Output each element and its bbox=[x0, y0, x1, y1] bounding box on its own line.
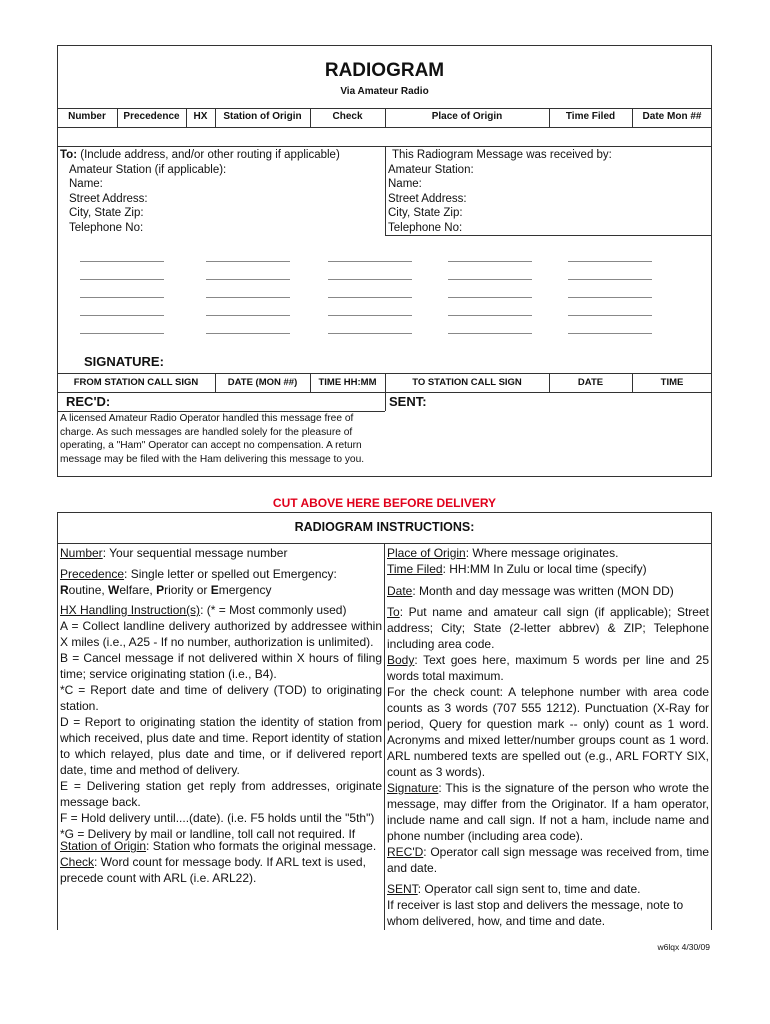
signature-label: SIGNATURE: bbox=[84, 354, 164, 369]
hx-g: *G = Delivery by mail or landline, toll call not required. If bbox=[60, 827, 356, 841]
col-place-of-origin: Place of Origin bbox=[431, 111, 503, 122]
col-time-filed: Time Filed bbox=[565, 111, 616, 122]
hx-c: *C = Report date and time of delivery (TOD) to originating station. bbox=[60, 683, 382, 713]
col-sent-date: DATE bbox=[577, 377, 604, 388]
hx-d: D = Report to originating station the identity of station from which received, plus date and time. Report identity of station to which relayed, plus date and time, or if delivered report date, time and method of delivery. bbox=[60, 715, 382, 777]
footer-note: w6lqx 4/30/09 bbox=[657, 942, 710, 952]
col-to-station: TO STATION CALL SIGN bbox=[412, 377, 522, 388]
received-block bbox=[388, 148, 708, 235]
col-recd-time: TIME HH:MM bbox=[318, 377, 377, 388]
received-line-city: City, State Zip: bbox=[388, 207, 463, 219]
hx-label: HX Handling Instruction(s) bbox=[60, 603, 201, 617]
recd-label: REC'D: bbox=[66, 394, 111, 409]
cut-line: CUT ABOVE HERE BEFORE DELIVERY bbox=[272, 496, 497, 510]
col-number: Number bbox=[68, 111, 106, 122]
check-label: Check bbox=[60, 855, 95, 869]
received-line-phone: Telephone No: bbox=[388, 221, 463, 234]
col-precedence: Precedence bbox=[123, 111, 180, 122]
disclaimer: A licensed Amateur Radio Operator handled this message free of charge. As such messages are handled solely for the pleasure of operating, a "Ham" Operator can accept no compensation. A return message may be filed with the Ham delivering this message to you. bbox=[60, 413, 365, 465]
date-label: Date bbox=[387, 584, 413, 598]
col-hx: HX bbox=[193, 111, 208, 122]
to-line-city: City, State Zip: bbox=[69, 207, 144, 219]
sent-extra: If receiver is last stop and delivers the message, note to whom delivered, how, and time and date. bbox=[387, 898, 684, 928]
to-block bbox=[60, 148, 382, 235]
received-heading: This Radiogram Message was received by: bbox=[392, 149, 612, 161]
to-line-station: Amateur Station (if applicable): bbox=[69, 163, 227, 176]
hx-a: A = Collect landline delivery authorized by addressee within X miles (i.e., A25 - If no number, authorization is unlimited). bbox=[60, 619, 382, 649]
hx-f: F = Hold delivery until....(date). (i.e. F5 holds until the "5th") bbox=[60, 811, 375, 825]
received-line-street: Street Address: bbox=[388, 192, 467, 205]
station-label: Station of Origin bbox=[60, 839, 147, 853]
precedence-label: Precedence bbox=[60, 567, 125, 581]
col-check: Check bbox=[332, 111, 363, 122]
body-label: Body bbox=[387, 653, 415, 667]
number-label: Number bbox=[60, 546, 103, 560]
col-date: Date Mon ## bbox=[642, 111, 702, 122]
sent-label: SENT: bbox=[389, 394, 427, 409]
recd-instr-label: REC'D bbox=[387, 845, 424, 859]
form-title: RADIOGRAM bbox=[324, 60, 445, 81]
to-heading: (Include address, and/or other routing if applicable) bbox=[80, 149, 340, 161]
instructions-right: Place of Origin: Where message originates. Time Filed: HH:MM In Zulu or local time (specify) Date: Month and day message was written (MON DD) To: Put name and amateur call sign (if applicable); Street address; City; State (2-letter abbrev) & ZIP; Telephone including area code. Body: Text goes here, maximum 5 words per line and 25 words total maximum. For the check count: A telephone number with area code counts as 3 words (707 555 1212). Punctuation (X-Ray for period, Query for question mark -- only) count as 1 word. Acronyms and mixed letter/number groups count as 1 word. ARL numbered texts are spelled out (e.g., ARL FORTY SIX, count as 3 words). Signature: This is the signature of the person who wrote the message, may differ from the Originator. If a ham operator, include name and call sign. If not a ham, include name and phone number (including area code). REC'D: Operator call sign message was received from, time and date. SENT: Operator call sign sent to, time and date. If receiver is last stop and delivers the message, note to whom delivered, how, and time and date. bbox=[387, 546, 709, 928]
signature-instr-label: Signature bbox=[387, 781, 439, 795]
to-line-name: Name: bbox=[69, 178, 103, 190]
hx-e: E = Delivering station get reply from addresses, originate message back. bbox=[60, 779, 382, 809]
to-label: To: bbox=[60, 149, 78, 161]
col-from-station: FROM STATION CALL SIGN bbox=[73, 377, 199, 388]
to-line-street: Street Address: bbox=[69, 192, 148, 205]
col-recd-date: DATE (MON ##) bbox=[227, 377, 298, 388]
instructions-left: Number: Your sequential message number Precedence: Single letter or spelled out Emergency: Routine, Welfare, Priority or Emergency HX Handling Instruction(s): (* = Most commonly used) A = Collect landline delivery authorized by addressee within X miles (i.e., A25 - If no number, authorization is unlimited). B = Cancel message if not delivered within X hours of filing time; service originating station (i.e., B4). *C = Report date and time of delivery (TOD) to originating station. D = Report to originating station the identity of station from which received, plus date and time. Report identity of station to which relayed, plus date and time, or if delivered report date, time and method of delivery. E = Delivering station get reply from addresses, originate message back. F = Hold delivery until....(date). (i.e. F5 holds until the "5th") *G = Delivery by mail or landline, toll call not required. If Station of Origin: Station who formats the original message. Check: Word count for message body. If ARL text is used, precede count with ARL (i.e. ARL22). bbox=[60, 546, 382, 885]
instructions-title: RADIOGRAM INSTRUCTIONS: bbox=[294, 520, 475, 534]
received-line-station: Amateur Station: bbox=[388, 163, 474, 176]
time-label: Time Filed bbox=[387, 562, 443, 576]
place-label: Place of Origin bbox=[387, 546, 466, 560]
sent-instr-label: SENT bbox=[387, 882, 418, 896]
to-line-phone: Telephone No: bbox=[69, 221, 144, 234]
form-subtitle: Via Amateur Radio bbox=[340, 86, 429, 97]
col-station-of-origin: Station of Origin bbox=[223, 111, 302, 122]
hx-b: B = Cancel message if not delivered within X hours of filing time; service originating station (i.e., B4). bbox=[60, 651, 382, 681]
received-line-name: Name: bbox=[388, 178, 422, 190]
to-instr-label: To bbox=[387, 605, 400, 619]
body-extra: For the check count: A telephone number with area code counts as 3 words (707 555 1212). Punctuation (X-Ray for period, Query for question mark -- only) count as 1 word. Acronyms and mixed letter/number groups count as 1 word. ARL numbered texts are spelled out (e.g., ARL FORTY SIX, count as 3 words). bbox=[387, 685, 709, 779]
col-sent-time: TIME bbox=[660, 377, 684, 388]
